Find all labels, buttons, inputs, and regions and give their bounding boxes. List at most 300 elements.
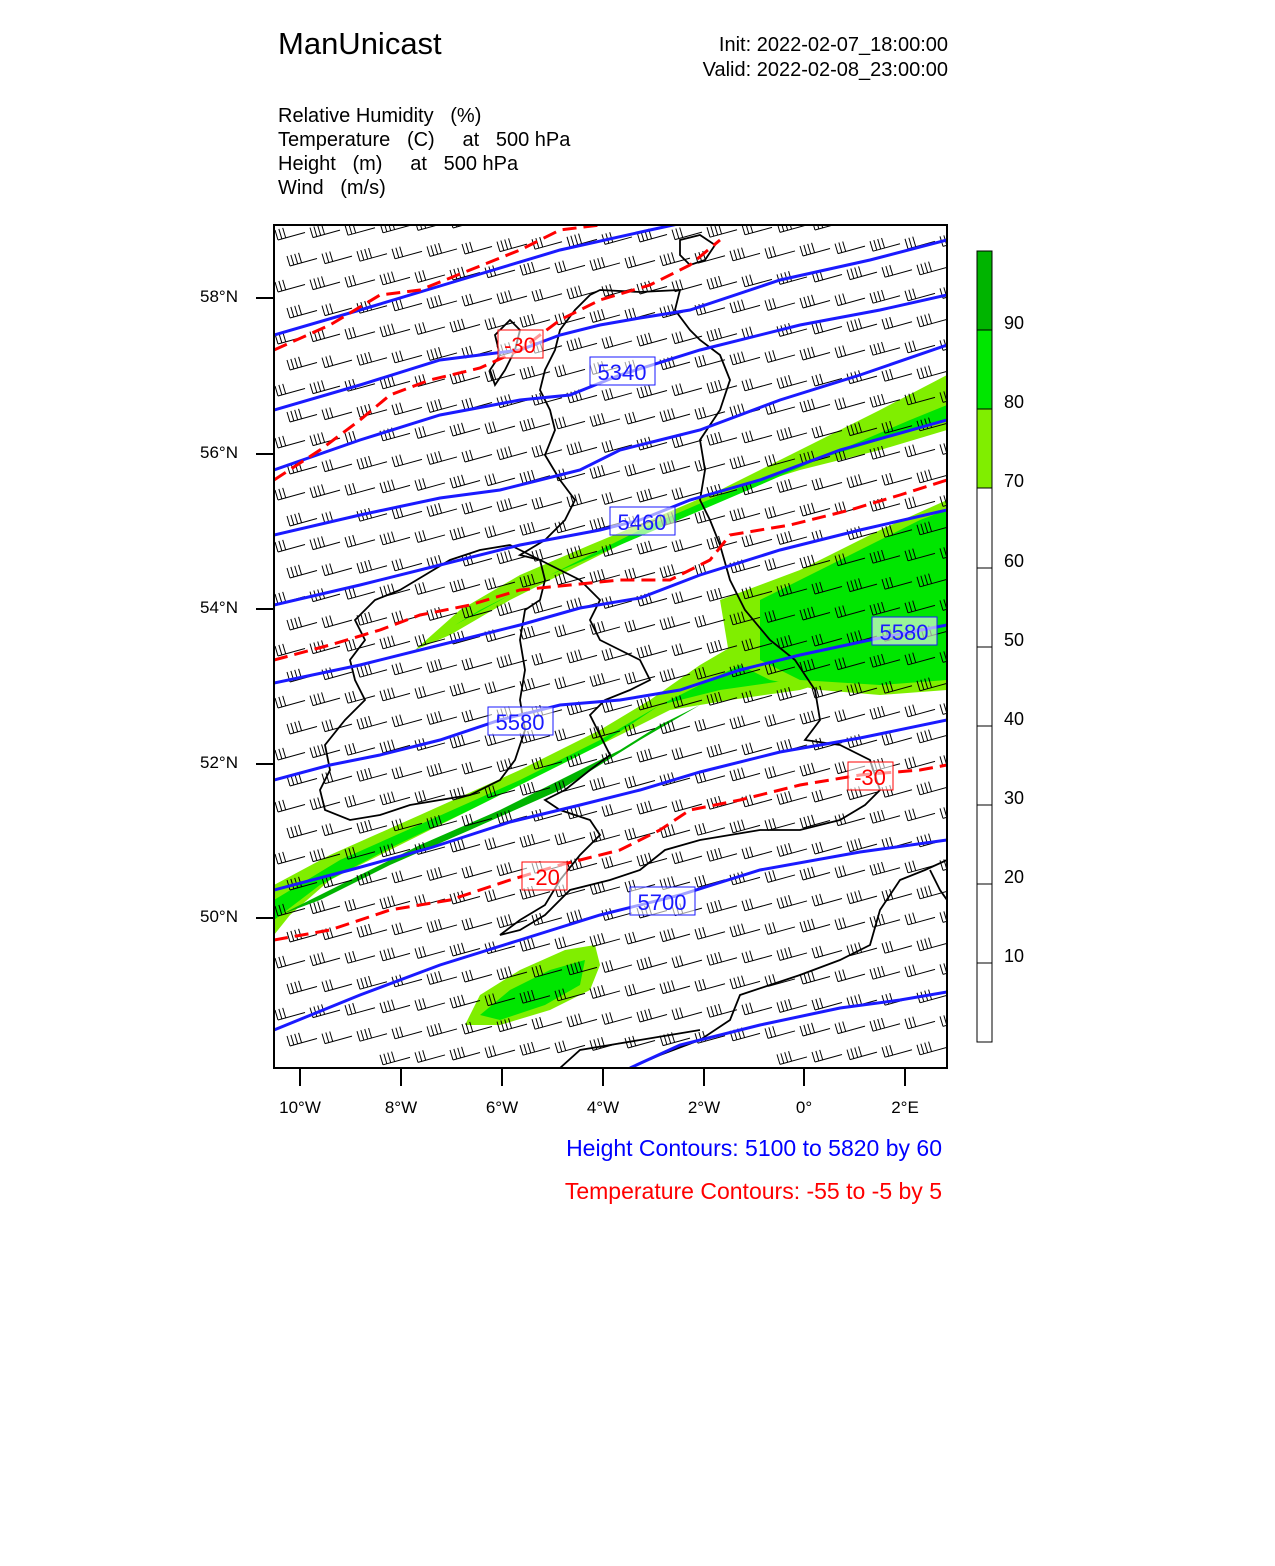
wind-barb <box>707 952 737 965</box>
wind-barb <box>742 951 772 963</box>
wind-barb <box>380 480 410 493</box>
wind-barb <box>672 539 702 551</box>
wind-barb <box>765 766 795 778</box>
wind-barb <box>567 650 597 663</box>
colorbar <box>977 251 992 1042</box>
wind-barb <box>742 899 772 911</box>
wind-barb <box>322 1031 352 1043</box>
colorbar-label-90: 90 <box>1004 313 1025 333</box>
wind-barb <box>707 744 737 757</box>
wind-barb <box>415 946 445 958</box>
wind-barb <box>322 459 352 471</box>
wind-barb <box>637 645 667 658</box>
wind-barb <box>695 615 725 627</box>
wind-barb <box>415 582 445 594</box>
wind-barb <box>287 721 317 734</box>
wind-barb <box>357 248 387 261</box>
wind-barb <box>310 536 340 549</box>
wind-barb <box>415 1050 445 1062</box>
wind-barb <box>380 1000 410 1013</box>
wind-barb <box>940 857 970 870</box>
wind-barb <box>392 403 422 415</box>
wind-barb <box>672 747 702 759</box>
wind-barb <box>695 927 725 939</box>
wind-barb <box>625 464 655 476</box>
wind-barb <box>392 351 422 363</box>
wind-barb <box>695 979 725 991</box>
wind-barb <box>380 948 410 961</box>
height-contour-5760 <box>630 992 947 1068</box>
wind-barb <box>870 290 900 303</box>
wind-barb <box>450 683 480 696</box>
wind-barb <box>345 327 375 339</box>
wind-barb <box>707 380 737 393</box>
wind-barb <box>940 1013 970 1026</box>
wind-barb <box>462 970 492 982</box>
app-title: ManUnicast <box>278 26 442 61</box>
wind-barb <box>287 617 317 630</box>
wind-barb <box>287 981 317 994</box>
wind-barb <box>812 842 842 854</box>
variable-wind: Wind (m/s) <box>278 177 386 199</box>
wind-barb <box>905 445 935 457</box>
wind-barb <box>882 1045 912 1057</box>
wind-barb <box>765 818 795 830</box>
wind-barb <box>275 488 305 500</box>
wind-barb <box>905 809 935 821</box>
wind-barb <box>940 961 970 974</box>
wind-barb <box>917 938 947 951</box>
wind-barb <box>917 730 947 743</box>
wind-barb <box>602 804 632 816</box>
wind-barb <box>450 319 480 332</box>
wind-barb <box>415 426 445 438</box>
wind-barb <box>520 834 550 847</box>
wind-barb <box>695 459 725 471</box>
wind-barb <box>730 508 760 521</box>
wind-barb <box>742 743 772 755</box>
wind-barb <box>602 336 632 348</box>
wind-barb <box>287 513 317 526</box>
wind-barb <box>742 535 772 547</box>
wind-barb <box>287 1033 317 1046</box>
wind-barb <box>275 228 305 240</box>
wind-barb <box>462 762 492 774</box>
wind-barb <box>427 659 457 672</box>
wind-barb <box>777 791 807 804</box>
wind-barb <box>485 889 515 901</box>
wind-barb <box>567 1014 597 1027</box>
wind-barb <box>485 837 515 849</box>
wind-barb <box>532 1017 562 1029</box>
wind-barb <box>625 620 655 632</box>
wind-barb <box>602 492 632 504</box>
wind-barb <box>345 899 375 911</box>
wind-barb <box>415 322 445 334</box>
colorbar-label-10: 10 <box>1004 946 1025 966</box>
wind-barb <box>672 643 702 655</box>
wind-barb <box>532 653 562 665</box>
wind-barb <box>660 252 690 265</box>
wind-barb <box>462 658 492 670</box>
wind-barb <box>392 767 422 779</box>
wind-barb <box>847 318 877 331</box>
wind-barb <box>765 870 795 882</box>
wind-barb <box>357 716 387 729</box>
wind-barb <box>730 924 760 937</box>
wind-barb <box>497 446 527 459</box>
wind-barb <box>625 256 655 268</box>
wind-barb <box>730 768 760 781</box>
wind-barb <box>835 241 865 253</box>
lon-label-2e: 2°E <box>891 1098 919 1117</box>
wind-barb <box>345 1003 375 1015</box>
wind-barb <box>450 1047 480 1060</box>
variable-temperature: Temperature (C) at 500 hPa <box>278 129 571 151</box>
wind-barb <box>917 366 947 379</box>
wind-barb <box>462 866 492 878</box>
wind-barb <box>695 823 725 835</box>
wind-barb <box>590 673 620 686</box>
temperature-label-east: -30 <box>854 765 886 790</box>
wind-barb <box>322 251 352 263</box>
wind-barb <box>917 1042 947 1055</box>
colorbar-box-80-90 <box>977 330 992 409</box>
wind-barb <box>765 922 795 934</box>
wind-barb <box>742 379 772 391</box>
wind-barb <box>637 957 667 970</box>
wind-barb <box>345 743 375 755</box>
colorbar-box-0-70 <box>977 488 992 1042</box>
height-contour-note: Height Contours: 5100 to 5820 by 60 <box>566 1135 942 1161</box>
wind-barb <box>310 276 340 289</box>
wind-barb <box>637 333 667 346</box>
wind-barb <box>380 792 410 805</box>
wind-barb <box>590 309 620 322</box>
temperature-label-south: -20 <box>528 865 560 890</box>
init-time: Init: 2022-02-07_18:00:00 <box>718 34 948 56</box>
wind-barb <box>555 625 585 637</box>
wind-barb <box>275 696 305 708</box>
wind-barb <box>660 616 690 629</box>
wind-barb <box>602 960 632 972</box>
wind-barb <box>345 535 375 547</box>
wind-barb <box>800 347 830 360</box>
wind-barb <box>800 711 830 724</box>
wind-barb <box>287 357 317 370</box>
wind-barb <box>555 677 585 689</box>
colorbar-label-30: 30 <box>1004 788 1025 808</box>
wind-barb <box>567 442 597 455</box>
wind-barb <box>625 568 655 580</box>
wind-barb <box>812 790 842 802</box>
colorbar-label-20: 20 <box>1004 867 1025 887</box>
wind-barb <box>462 502 492 514</box>
wind-barb <box>847 266 877 279</box>
wind-barb <box>520 522 550 535</box>
wind-barb <box>917 782 947 795</box>
wind-barb <box>625 932 655 944</box>
wind-barb <box>812 478 842 490</box>
wind-barb <box>637 541 667 554</box>
wind-barb <box>415 686 445 698</box>
wind-barb <box>462 294 492 306</box>
wind-barb <box>555 365 585 377</box>
wind-barb <box>555 937 585 949</box>
wind-barb <box>777 479 807 492</box>
wind-barb <box>882 317 912 329</box>
wind-barb <box>555 833 585 845</box>
variable-height: Height (m) at 500 hPa <box>278 153 519 175</box>
wind-barb <box>520 1042 550 1055</box>
wind-barb <box>310 692 340 705</box>
wind-barb <box>275 852 305 864</box>
lat-label-50n: 50°N <box>200 907 238 926</box>
wind-barb <box>345 795 375 807</box>
wind-barb <box>427 919 457 932</box>
wind-barb <box>287 565 317 578</box>
wind-barb <box>567 286 597 299</box>
wind-barb <box>882 473 912 485</box>
wind-barb <box>672 851 702 863</box>
lon-label-8w: 8°W <box>384 1098 418 1117</box>
wind-barb <box>275 280 305 292</box>
wind-barb <box>777 895 807 908</box>
wind-barb <box>275 384 305 396</box>
wind-barb <box>742 431 772 443</box>
wind-barb <box>497 498 527 511</box>
wind-barb <box>275 436 305 448</box>
wind-barb <box>462 710 492 722</box>
wind-barb <box>742 847 772 859</box>
wind-barb <box>637 801 667 814</box>
valid-time: Valid: 2022-02-08_23:00:00 <box>702 59 948 81</box>
wind-barb <box>380 532 410 545</box>
wind-barb <box>322 615 352 627</box>
wind-barb <box>835 969 865 981</box>
wind-barb <box>590 257 620 270</box>
wind-barb <box>555 1041 585 1053</box>
wind-barb <box>777 531 807 544</box>
wind-barb <box>835 397 865 409</box>
wind-barb <box>567 338 597 351</box>
wind-barb <box>742 1003 772 1015</box>
wind-barb <box>870 1018 900 1031</box>
wind-barb <box>462 918 492 930</box>
wind-barb <box>590 413 620 426</box>
wind-barb <box>322 563 352 575</box>
wind-barb <box>870 862 900 875</box>
wind-barb <box>847 474 877 487</box>
wind-barb <box>882 733 912 745</box>
wind-barb <box>427 971 457 984</box>
wind-barb <box>625 828 655 840</box>
wind-barb <box>625 412 655 424</box>
wind-barb <box>520 262 550 275</box>
wind-barb <box>777 375 807 388</box>
lat-label-52n: 52°N <box>200 753 238 772</box>
wind-barb <box>777 1051 807 1064</box>
wind-barb <box>660 928 690 941</box>
wind-barb <box>660 460 690 473</box>
lon-label-4w: 4°W <box>586 1098 620 1117</box>
wind-barb <box>497 550 527 563</box>
wind-barb <box>812 218 842 230</box>
wind-barb <box>532 497 562 509</box>
wind-barb <box>462 450 492 462</box>
wind-barb <box>812 946 842 958</box>
wind-barb <box>707 900 737 913</box>
height-label-5460: 5460 <box>617 510 667 535</box>
wind-barb <box>940 441 970 454</box>
wind-barb <box>310 224 340 237</box>
wind-barb <box>800 1023 830 1036</box>
wind-barb <box>392 1027 422 1039</box>
lon-label-10w: 10°W <box>279 1098 321 1117</box>
wind-barb <box>835 709 865 721</box>
colorbar-label-50: 50 <box>1004 630 1025 650</box>
wind-barb <box>322 355 352 367</box>
wind-barb <box>322 979 352 991</box>
wind-barb <box>870 914 900 927</box>
wind-barb <box>765 506 795 518</box>
wind-barb <box>625 984 655 996</box>
wind-barb <box>485 681 515 693</box>
wind-barb <box>637 1009 667 1022</box>
wind-barb <box>380 220 410 233</box>
wind-barb <box>765 350 795 362</box>
lon-label-0: 0° <box>795 1098 813 1117</box>
wind-barb <box>555 261 585 273</box>
wind-barb <box>462 242 492 254</box>
wind-barb <box>672 955 702 967</box>
wind-barb <box>800 243 830 256</box>
wind-barb <box>427 399 457 412</box>
wind-barb <box>730 456 760 469</box>
wind-barb <box>497 238 527 251</box>
wind-barb <box>520 678 550 691</box>
wind-barb <box>917 262 947 275</box>
wind-barb <box>905 705 935 717</box>
colorbar-label-70: 70 <box>1004 471 1025 491</box>
wind-barb <box>625 672 655 684</box>
wind-barb <box>800 295 830 308</box>
wind-barb <box>835 345 865 357</box>
wind-barb <box>672 1007 702 1019</box>
wind-barb <box>275 956 305 968</box>
wind-barb <box>427 867 457 880</box>
lon-label-6w: 6°W <box>485 1098 519 1117</box>
lat-label-56n: 56°N <box>200 443 238 462</box>
wind-barb <box>357 404 387 417</box>
wind-barb <box>660 720 690 733</box>
lat-label-54n: 54°N <box>200 598 238 617</box>
wind-barb <box>532 289 562 301</box>
wind-barb <box>765 558 795 570</box>
wind-barb <box>357 352 387 365</box>
wind-barb <box>765 1026 795 1038</box>
lat-label-58n: 58°N <box>200 287 238 306</box>
wind-barb <box>287 825 317 838</box>
wind-barb <box>345 483 375 495</box>
wind-barb <box>905 497 935 509</box>
wind-barb <box>345 275 375 287</box>
colorbar-box-90-100 <box>977 251 992 330</box>
wind-barb <box>905 913 935 925</box>
wind-barb <box>637 385 667 398</box>
wind-barb <box>450 215 480 228</box>
wind-barb <box>520 418 550 431</box>
wind-barb <box>917 314 947 327</box>
wind-barb <box>392 715 422 727</box>
wind-barb <box>555 417 585 429</box>
wind-barb <box>427 451 457 464</box>
wind-barb <box>835 865 865 877</box>
wind-barb <box>427 295 457 308</box>
wind-barb <box>590 777 620 790</box>
wind-barb <box>847 1046 877 1059</box>
wind-barb <box>380 584 410 597</box>
wind-barb <box>392 923 422 935</box>
wind-barb <box>392 559 422 571</box>
wind-barb <box>847 890 877 903</box>
wind-barb <box>415 478 445 490</box>
lon-label-2w: 2°W <box>687 1098 721 1117</box>
wind-barb <box>427 763 457 776</box>
wind-barb <box>392 247 422 259</box>
wind-barb <box>485 525 515 537</box>
wind-barb <box>882 265 912 277</box>
wind-barb <box>590 465 620 478</box>
wind-barb <box>870 706 900 719</box>
wind-barb <box>835 293 865 305</box>
wind-barb <box>812 322 842 334</box>
wind-barb <box>835 1021 865 1033</box>
wind-barb <box>777 999 807 1012</box>
wind-barb <box>450 423 480 436</box>
wind-barb <box>730 300 760 313</box>
wind-barb <box>672 591 702 603</box>
wind-barb <box>310 900 340 913</box>
wind-barb <box>777 843 807 856</box>
wind-barb <box>287 253 317 266</box>
wind-barb <box>730 248 760 261</box>
height-label-5580-east: 5580 <box>879 620 929 645</box>
wind-barb <box>310 484 340 497</box>
wind-barb <box>485 421 515 433</box>
wind-barb <box>497 290 527 303</box>
wind-barb <box>520 626 550 639</box>
wind-barb <box>800 867 830 880</box>
wind-barb <box>357 820 387 833</box>
wind-barb <box>380 688 410 701</box>
wind-barb <box>660 980 690 993</box>
wind-barb <box>322 407 352 419</box>
wind-barb <box>707 432 737 445</box>
wind-barb <box>380 324 410 337</box>
wind-barb <box>392 455 422 467</box>
wind-barb <box>450 579 480 592</box>
wind-barb <box>357 768 387 781</box>
wind-barb <box>520 314 550 327</box>
wind-barb <box>765 298 795 310</box>
height-contour-5640 <box>274 720 947 890</box>
wind-barb <box>287 409 317 422</box>
wind-barb <box>882 369 912 381</box>
wind-barb <box>765 246 795 258</box>
wind-barb <box>940 805 970 818</box>
wind-barb <box>345 639 375 651</box>
